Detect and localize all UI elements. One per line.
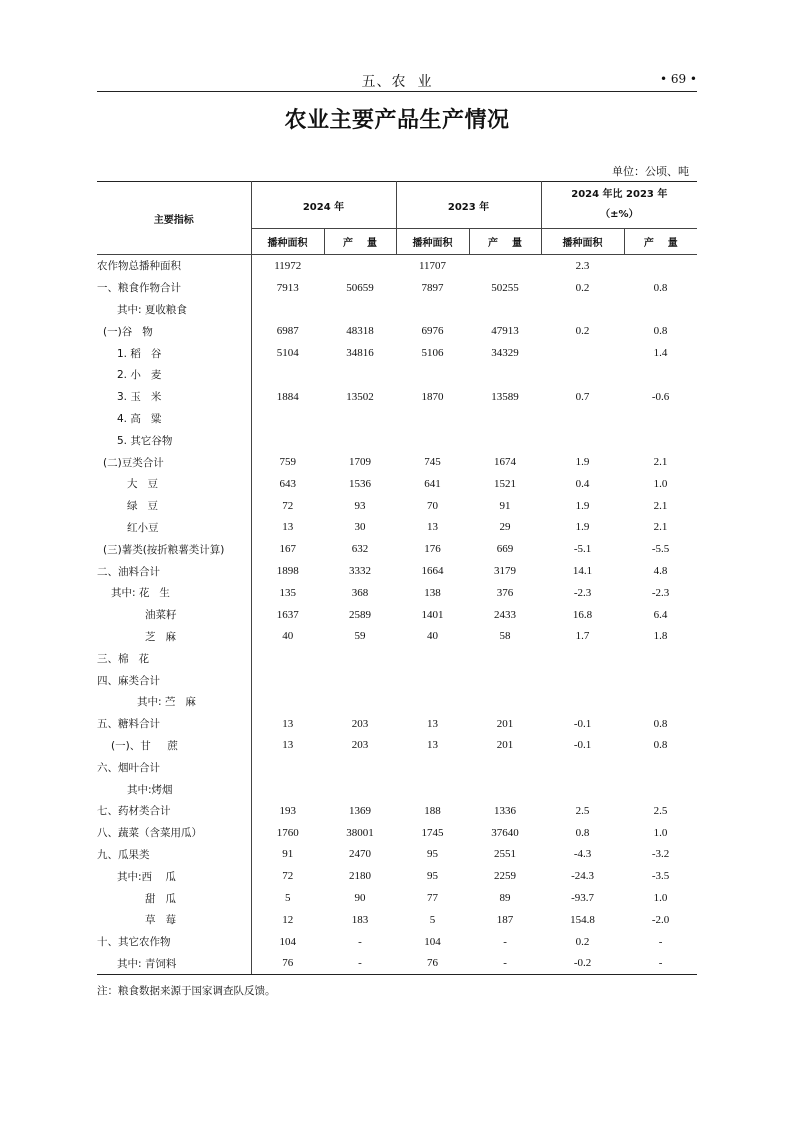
cell-area-change: 1.9 — [575, 521, 590, 534]
table-row — [97, 582, 697, 604]
cell-area-change: -4.3 — [573, 848, 592, 861]
cell-output-2023: 34329 — [491, 347, 519, 360]
row-label: 其中: 苎 麻 — [97, 691, 251, 713]
cell-output-change: 1.0 — [653, 477, 668, 490]
cell-area-2024 — [251, 756, 324, 778]
cell-output-2023: 1674 — [494, 456, 517, 469]
cell-output-2024: 183 — [351, 913, 369, 926]
cell-area-change — [541, 647, 624, 669]
cell-area-2024: 759 — [279, 456, 296, 469]
cell-area-2024 — [251, 299, 324, 321]
cell-area-change: -2.3 — [573, 586, 592, 599]
table-body — [97, 255, 697, 975]
row-label: 六、烟叶合计 — [97, 756, 251, 778]
cell-output-change: -5.5 — [651, 543, 670, 556]
row-label: (三)薯类(按折粮薯类计算) — [97, 538, 251, 560]
row-label: 其中: 花 生 — [97, 582, 251, 604]
cell-output-2023: 201 — [496, 717, 514, 730]
cell-output-2023: 2259 — [494, 870, 517, 883]
cell-output-change — [624, 756, 697, 778]
row-label: 九、瓜果类 — [97, 844, 251, 866]
row-label: 草 莓 — [97, 909, 251, 931]
cell-output-change — [624, 255, 697, 277]
cell-output-2024: 38001 — [346, 826, 374, 839]
header-compare-line2: （±%） — [600, 209, 639, 220]
cell-output-change: 2.5 — [653, 804, 668, 817]
row-label: 大 豆 — [97, 473, 251, 495]
table-row — [97, 408, 697, 430]
cell-area-2024: 13 — [282, 717, 294, 730]
cell-area-change: 16.8 — [572, 608, 593, 621]
cell-area-2024: 104 — [279, 935, 296, 948]
row-label: 其中: 夏收粮食 — [97, 299, 251, 321]
cell-output-2024: 34816 — [346, 347, 374, 360]
page-number: • 69 • — [659, 72, 697, 86]
table-row — [97, 560, 697, 582]
cell-area-2023: 13 — [427, 739, 439, 752]
cell-output-2023 — [469, 364, 541, 386]
cell-output-2023: 47913 — [491, 325, 519, 338]
cell-output-change: 1.0 — [653, 826, 668, 839]
cell-output-2023: 1521 — [494, 477, 517, 490]
cell-area-2023: 188 — [424, 804, 441, 817]
cell-area-2023: 7897 — [421, 281, 444, 294]
row-label: 芝 麻 — [97, 626, 251, 648]
table-row — [97, 255, 697, 277]
cell-output-2024: 1709 — [349, 456, 371, 469]
cell-area-2023: 1664 — [421, 565, 444, 578]
cell-output-2023: 2551 — [494, 848, 517, 861]
cell-area-2024: 193 — [279, 804, 296, 817]
cell-output-2023: 187 — [496, 913, 514, 926]
cell-area-2024: 1637 — [276, 608, 299, 621]
cell-area-2024 — [251, 429, 324, 451]
cell-area-2023: 1870 — [421, 390, 444, 403]
table-row — [97, 713, 697, 735]
cell-area-change: -24.3 — [571, 870, 594, 883]
running-head — [97, 70, 697, 90]
cell-area-change — [541, 429, 624, 451]
cell-output-change: -0.6 — [651, 390, 670, 403]
cell-area-change: -0.1 — [573, 739, 592, 752]
cell-output-change — [624, 429, 697, 451]
cell-area-2024: 5 — [285, 892, 291, 904]
table-row — [97, 604, 697, 626]
cell-output-2024: 48318 — [346, 325, 374, 338]
row-label: 红小豆 — [97, 517, 251, 539]
cell-output-2024: 30 — [354, 521, 366, 534]
cell-area-2023: 641 — [424, 477, 441, 490]
cell-output-2024 — [324, 669, 396, 691]
page-title: 农业主要产品生产情况 — [284, 107, 510, 133]
cell-output-2024: 1536 — [349, 477, 371, 490]
cell-area-2023: 77 — [427, 892, 439, 904]
cell-output-change: -3.5 — [651, 870, 670, 883]
cell-area-change: -93.7 — [571, 892, 594, 904]
cell-area-2023 — [396, 429, 469, 451]
cell-area-2024: 13 — [282, 739, 294, 752]
cell-area-2023: 40 — [427, 630, 439, 643]
table-row — [97, 778, 697, 800]
cell-area-2024: 1884 — [276, 390, 299, 403]
cell-area-2023: 70 — [427, 499, 439, 512]
cell-output-change: 1.4 — [653, 347, 668, 360]
cell-output-change: 4.8 — [653, 565, 668, 578]
cell-output-2023: 1336 — [494, 804, 517, 817]
cell-output-2024: 2589 — [349, 608, 371, 621]
cell-output-2024 — [324, 408, 396, 430]
row-label: 5. 其它谷物 — [97, 429, 251, 451]
cell-output-change — [624, 669, 697, 691]
cell-area-2023: 1745 — [421, 826, 444, 839]
row-label: 1. 稻 谷 — [97, 342, 251, 364]
cell-area-2023 — [396, 756, 469, 778]
cell-output-2023: - — [503, 935, 507, 948]
cell-output-2023 — [469, 255, 541, 277]
cell-area-2023 — [396, 408, 469, 430]
cell-area-2024 — [251, 408, 324, 430]
cell-output-change: 2.1 — [653, 499, 668, 512]
cell-area-change: 154.8 — [570, 913, 595, 926]
row-label: 其中:烤烟 — [97, 778, 251, 800]
table-row — [97, 429, 697, 451]
table-row — [97, 756, 697, 778]
row-label: 二、油料合计 — [97, 560, 251, 582]
cell-output-2023 — [469, 408, 541, 430]
row-label: 油菜籽 — [97, 604, 251, 626]
row-label: (一)、甘 蔗 — [97, 735, 251, 757]
cell-area-2023: 5 — [429, 913, 436, 926]
cell-output-2024: 632 — [351, 543, 369, 556]
table-row — [97, 887, 697, 909]
cell-output-2024 — [324, 778, 396, 800]
cell-area-change: 0.2 — [575, 935, 590, 948]
cell-area-change: 0.4 — [575, 477, 590, 490]
row-label: 农作物总播种面积 — [97, 255, 251, 277]
cell-output-2024: 59 — [354, 630, 366, 643]
cell-output-2024: 203 — [351, 739, 369, 752]
cell-area-change — [541, 691, 624, 713]
cell-output-2024 — [324, 756, 396, 778]
cell-output-2024: 13502 — [346, 390, 374, 403]
cell-area-2023: 6976 — [421, 325, 444, 338]
row-label: 绿 豆 — [97, 495, 251, 517]
table-row — [97, 626, 697, 648]
subheader-output-2024: 产 量 — [324, 229, 396, 255]
cell-output-2024 — [324, 429, 396, 451]
cell-area-2023: 11707 — [418, 259, 447, 272]
cell-area-2023 — [396, 299, 469, 321]
cell-output-change: 1.0 — [653, 892, 668, 904]
row-label: 4. 高 粱 — [97, 408, 251, 430]
cell-output-2024: - — [358, 935, 362, 948]
cell-output-2023: 3179 — [494, 565, 517, 578]
row-label: 四、麻类合计 — [97, 669, 251, 691]
cell-output-change: 2.1 — [653, 456, 668, 469]
header-2024: 2024 年 — [251, 182, 396, 229]
cell-output-change: - — [658, 935, 663, 948]
row-label: 三、棉 花 — [97, 647, 251, 669]
cell-area-2024: 11972 — [274, 259, 302, 272]
cell-area-2023: 5106 — [421, 347, 444, 360]
cell-output-change: 1.8 — [653, 630, 668, 643]
cell-area-2023: 95 — [427, 848, 439, 861]
cell-output-2023 — [469, 429, 541, 451]
cell-area-2023: 176 — [424, 543, 441, 556]
cell-output-change: -2.0 — [651, 913, 670, 926]
cell-area-change — [541, 669, 624, 691]
cell-area-change: 0.2 — [575, 281, 590, 294]
cell-area-2023 — [396, 647, 469, 669]
row-label: 七、药材类合计 — [97, 800, 251, 822]
unit-label: 单位：公顷、吨 — [612, 165, 689, 178]
table-row — [97, 364, 697, 386]
cell-output-2023 — [469, 756, 541, 778]
production-table — [97, 181, 697, 975]
cell-area-2023: 13 — [427, 717, 439, 730]
table-row — [97, 473, 697, 495]
cell-area-2024 — [251, 647, 324, 669]
cell-output-2023: 58 — [499, 630, 511, 643]
cell-output-change: -3.2 — [651, 848, 670, 861]
table-row — [97, 691, 697, 713]
cell-output-2023: 37640 — [491, 826, 519, 839]
cell-output-2024: 1369 — [349, 804, 371, 817]
cell-output-2024: 203 — [351, 717, 369, 730]
table-row — [97, 320, 697, 342]
cell-area-2024: 5104 — [276, 347, 299, 360]
cell-area-2024: 7913 — [276, 281, 299, 294]
cell-output-2024: 50659 — [346, 281, 374, 294]
cell-output-2024: 3332 — [349, 565, 371, 578]
row-label: 八、蔬菜（含菜用瓜） — [97, 822, 251, 844]
row-label: 五、糖料合计 — [97, 713, 251, 735]
cell-output-change — [624, 778, 697, 800]
cell-area-change: 2.5 — [575, 804, 590, 817]
cell-output-2023: 201 — [496, 739, 514, 752]
cell-area-2024: 135 — [279, 586, 296, 599]
cell-area-2024: 91 — [282, 848, 294, 861]
table-row — [97, 669, 697, 691]
cell-area-2023 — [396, 778, 469, 800]
header-compare-line1: 2024 年比 2023 年 — [571, 189, 668, 200]
cell-output-2024: 2180 — [349, 870, 371, 883]
cell-area-change: 1.9 — [575, 456, 590, 469]
cell-area-change: 0.8 — [575, 826, 590, 839]
cell-output-change — [624, 647, 697, 669]
table-row — [97, 800, 697, 822]
cell-area-change: 1.9 — [575, 499, 590, 512]
cell-output-2023: 29 — [499, 521, 511, 534]
cell-area-change: 14.1 — [572, 565, 593, 578]
cell-output-2023: 376 — [496, 586, 514, 599]
header-rule — [97, 91, 697, 92]
cell-output-change: - — [624, 953, 697, 975]
cell-area-change — [541, 778, 624, 800]
header-compare — [541, 182, 697, 229]
section-title: 五、农 业 — [361, 74, 433, 90]
row-label: (一)谷 物 — [97, 320, 251, 342]
cell-area-2023: 104 — [424, 935, 441, 948]
row-label: 十、其它农作物 — [97, 931, 251, 953]
table-row — [97, 517, 697, 539]
cell-output-change: 0.8 — [653, 325, 668, 338]
cell-output-2024 — [324, 364, 396, 386]
cell-output-change — [624, 408, 697, 430]
cell-output-2023: 91 — [499, 499, 511, 512]
cell-output-2024 — [324, 647, 396, 669]
cell-output-2024 — [324, 255, 396, 277]
table-row — [97, 277, 697, 299]
row-label: (二)豆类合计 — [97, 451, 251, 473]
cell-area-change: 1.7 — [575, 630, 590, 643]
cell-area-2024: 643 — [279, 477, 296, 490]
cell-area-2023 — [396, 691, 469, 713]
cell-output-2024 — [324, 299, 396, 321]
cell-area-change: -0.1 — [573, 717, 592, 730]
row-label: 其中: 青饲料 — [97, 953, 251, 975]
cell-area-change: -5.1 — [573, 543, 592, 556]
cell-area-2024: 72 — [282, 499, 294, 512]
cell-output-change — [624, 364, 697, 386]
cell-output-2023 — [469, 691, 541, 713]
cell-area-2024: 6987 — [276, 325, 299, 338]
table-row — [97, 647, 697, 669]
row-label: 其中:西 瓜 — [97, 865, 251, 887]
footnote: 注：粮食数据来源于国家调查队反馈。 — [97, 985, 276, 997]
cell-output-2023 — [469, 299, 541, 321]
cell-area-2023 — [396, 364, 469, 386]
cell-area-2024: 1898 — [276, 565, 299, 578]
row-label: 3. 玉 米 — [97, 386, 251, 408]
cell-output-change: 0.8 — [653, 281, 668, 294]
subheader-area-change: 播种面积 — [541, 229, 624, 255]
table-row — [97, 451, 697, 473]
cell-output-change — [624, 691, 697, 713]
cell-area-change — [541, 408, 624, 430]
cell-output-change — [624, 299, 697, 321]
cell-output-2024: 90 — [354, 892, 366, 904]
subheader-area-2024: 播种面积 — [251, 229, 324, 255]
table-row — [97, 495, 697, 517]
cell-area-change — [541, 342, 624, 364]
header-indicator: 主要指标 — [97, 182, 251, 255]
cell-area-2024 — [251, 669, 324, 691]
table-row — [97, 844, 697, 866]
cell-area-2023 — [396, 669, 469, 691]
row-label: 一、粮食作物合计 — [97, 277, 251, 299]
cell-area-2024 — [251, 778, 324, 800]
table-row — [97, 931, 697, 953]
cell-area-2024: 72 — [282, 870, 294, 883]
cell-area-2024: 1760 — [276, 826, 299, 839]
table-row — [97, 342, 697, 364]
cell-area-change: 2.3 — [575, 259, 590, 272]
subheader-output-change: 产 量 — [624, 229, 697, 255]
table-row — [97, 909, 697, 931]
cell-area-2024: 76 — [251, 953, 324, 975]
cell-output-2023: - — [469, 953, 541, 975]
cell-output-2023: 13589 — [491, 390, 519, 403]
cell-output-2023 — [469, 647, 541, 669]
cell-area-2024: 167 — [279, 543, 296, 556]
cell-area-change: 0.7 — [575, 390, 590, 403]
cell-area-2023: 76 — [396, 953, 469, 975]
cell-output-2024: 368 — [351, 586, 369, 599]
table-row — [97, 822, 697, 844]
table-row — [97, 953, 697, 975]
cell-output-2023: 669 — [496, 543, 514, 556]
table-row — [97, 735, 697, 757]
cell-area-change — [541, 756, 624, 778]
row-label: 2. 小 麦 — [97, 364, 251, 386]
cell-area-change — [541, 299, 624, 321]
cell-area-2024 — [251, 364, 324, 386]
row-label: 甜 瓜 — [97, 887, 251, 909]
cell-output-change: 0.8 — [653, 717, 668, 730]
cell-area-change — [541, 364, 624, 386]
cell-output-change: 2.1 — [653, 521, 668, 534]
table-row — [97, 386, 697, 408]
table-row — [97, 299, 697, 321]
cell-output-2023: 50255 — [491, 281, 519, 294]
cell-output-2023 — [469, 778, 541, 800]
cell-area-change: -0.2 — [541, 953, 624, 975]
cell-output-2024 — [324, 691, 396, 713]
cell-area-2023: 95 — [427, 870, 439, 883]
cell-area-2023: 138 — [424, 586, 441, 599]
cell-output-2023: 89 — [499, 892, 511, 904]
cell-area-2024: 12 — [282, 913, 294, 926]
header-2023: 2023 年 — [396, 182, 541, 229]
cell-area-2023: 13 — [427, 521, 439, 534]
cell-output-2024: 93 — [354, 499, 366, 512]
cell-output-change: -2.3 — [651, 586, 670, 599]
table-row — [97, 538, 697, 560]
subheader-area-2023: 播种面积 — [396, 229, 469, 255]
cell-area-2024: 13 — [282, 521, 294, 534]
cell-area-2023: 1401 — [421, 608, 444, 621]
subheader-output-2023: 产 量 — [469, 229, 541, 255]
cell-output-2023 — [469, 669, 541, 691]
cell-output-change: 6.4 — [653, 608, 668, 621]
cell-output-change: 0.8 — [653, 739, 668, 752]
cell-output-2024: - — [324, 953, 396, 975]
cell-output-2024: 2470 — [349, 848, 371, 861]
cell-area-2024 — [251, 691, 324, 713]
cell-area-change: 0.2 — [575, 325, 590, 338]
cell-output-2023: 2433 — [494, 608, 517, 621]
cell-area-2024: 40 — [282, 630, 294, 643]
table-row — [97, 865, 697, 887]
cell-area-2023: 745 — [424, 456, 441, 469]
